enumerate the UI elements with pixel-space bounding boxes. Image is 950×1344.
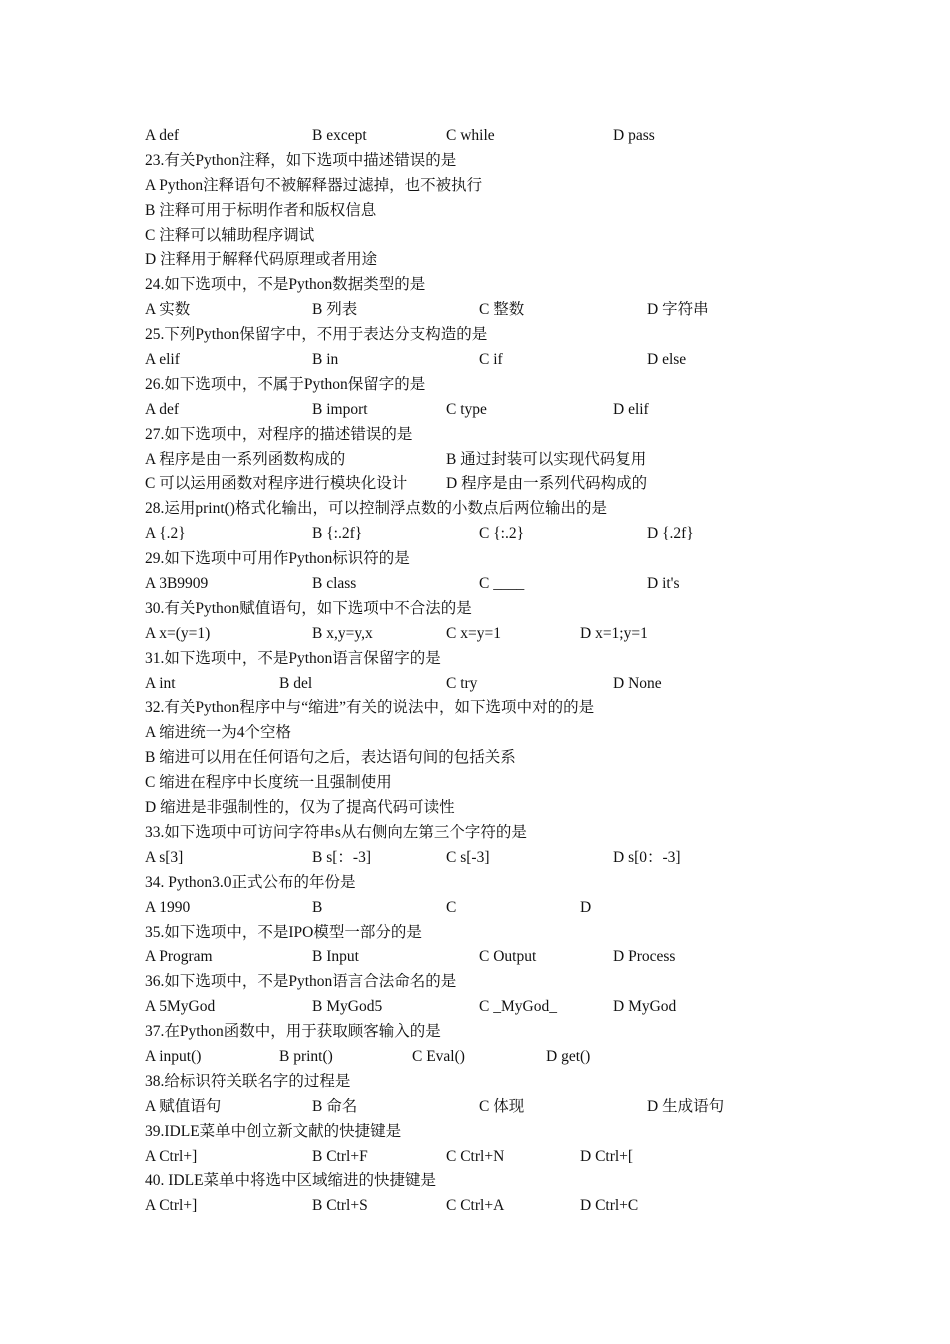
- options-row: [145, 1145, 845, 1170]
- option-item: C ____: [479, 575, 525, 593]
- text-line: 25.下列Python保留字中，不用于表达分支构造的是: [145, 326, 488, 344]
- option-item: A elif: [145, 351, 180, 369]
- text-line: 26.如下选项中，不属于Python保留字的是: [145, 375, 426, 393]
- text-line: 27.如下选项中，对程序的描述错误的是: [145, 425, 413, 443]
- option-item: B in: [312, 351, 339, 369]
- option-item: C type: [446, 400, 487, 418]
- option-item: D it's: [647, 575, 680, 593]
- option-item: B 命名: [312, 1097, 358, 1115]
- option-item: C Ctrl+N: [446, 1147, 505, 1165]
- option-item: A Ctrl+]: [145, 1197, 198, 1215]
- text-line: A Python注释语句不被解释器过滤掉，也不被执行: [145, 176, 483, 194]
- option-item: B class: [312, 575, 357, 593]
- text-line: A 缩进统一为4个空格: [145, 724, 291, 742]
- option-item: C if: [479, 351, 503, 369]
- option-item: D s[0：-3]: [613, 848, 681, 866]
- option-item: B: [312, 898, 323, 916]
- option-item: B print(): [279, 1047, 333, 1065]
- option-item: B except: [312, 127, 367, 144]
- text-line: D 注释用于解释代码原理或者用途: [145, 251, 378, 269]
- options-row: [145, 945, 845, 970]
- options-row: [145, 995, 845, 1020]
- text-line: 30.有关Python赋值语句，如下选项中不合法的是: [145, 599, 472, 617]
- option-item: A 程序是由一系列函数构成的: [145, 450, 346, 468]
- option-item: C 体现: [479, 1097, 525, 1115]
- option-item: C {:.2}: [479, 525, 525, 543]
- option-item: D: [580, 898, 592, 916]
- option-item: C x=y=1: [446, 624, 501, 642]
- options-row: [145, 298, 845, 323]
- options-row: [145, 572, 845, 597]
- text-line: 34. Python3.0正式公布的年份是: [145, 873, 356, 891]
- document-body: [145, 124, 845, 1219]
- option-item: C Ctrl+A: [446, 1197, 505, 1215]
- options-row: [145, 672, 845, 697]
- option-item: A input(): [145, 1047, 202, 1065]
- option-item: A s[3]: [145, 848, 184, 866]
- text-line: 38.给标识符关联名字的过程是: [145, 1072, 351, 1090]
- text-line: 29.如下选项中可用作Python标识符的是: [145, 550, 410, 568]
- option-item: B {:.2f}: [312, 525, 363, 543]
- options-row: [145, 398, 845, 423]
- option-item: A 赋值语句: [145, 1097, 222, 1115]
- text-line: B 缩进可以用在任何语句之后，表达语句间的包括关系: [145, 749, 516, 767]
- option-item: B 列表: [312, 301, 358, 319]
- text-line: 39.IDLE菜单中创立新文献的快捷键是: [145, 1122, 402, 1140]
- options-row: [145, 448, 845, 473]
- option-item: B Ctrl+F: [312, 1147, 368, 1165]
- option-item: A x=(y=1): [145, 624, 211, 642]
- option-item: D None: [613, 674, 662, 692]
- options-row: [145, 124, 845, 149]
- option-item: D get(): [546, 1047, 591, 1065]
- options-row: [145, 846, 845, 871]
- text-line: B 注释可用于标明作者和版权信息: [145, 201, 377, 219]
- option-item: D 生成语句: [647, 1097, 725, 1115]
- options-row: [145, 1095, 845, 1120]
- option-item: D Ctrl+C: [580, 1197, 639, 1215]
- options-row: [145, 522, 845, 547]
- option-item: A {.2}: [145, 525, 186, 543]
- option-item: D Process: [613, 948, 676, 966]
- text-line: 40. IDLE菜单中将选中区域缩进的快捷键是: [145, 1172, 437, 1190]
- option-item: A Ctrl+]: [145, 1147, 198, 1165]
- option-item: D pass: [613, 127, 655, 144]
- option-item: D Ctrl+[: [580, 1147, 634, 1165]
- options-row: [145, 1045, 845, 1070]
- options-row: [145, 896, 845, 921]
- option-item: A Program: [145, 948, 213, 966]
- option-item: B s[：-3]: [312, 848, 371, 866]
- option-item: B del: [279, 674, 313, 692]
- text-line: C 注释可以辅助程序调试: [145, 226, 315, 244]
- option-item: D x=1;y=1: [580, 624, 648, 642]
- option-item: A 5MyGod: [145, 998, 216, 1016]
- option-item: B Ctrl+S: [312, 1197, 368, 1215]
- text-line: 31.如下选项中，不是Python语言保留字的是: [145, 649, 441, 667]
- text-line: 32.有关Python程序中与“缩进”有关的说法中，如下选项中对的的是: [145, 699, 595, 717]
- option-item: D else: [647, 351, 687, 369]
- text-line: 36.如下选项中，不是Python语言合法命名的是: [145, 973, 457, 991]
- option-item: B Input: [312, 948, 359, 966]
- text-line: 28.运用print()格式化输出，可以控制浮点数的小数点后两位输出的是: [145, 500, 607, 518]
- options-row: [145, 348, 845, 373]
- option-item: C 可以运用函数对程序进行模块化设计: [145, 475, 408, 493]
- option-item: D 程序是由一系列代码构成的: [446, 475, 648, 493]
- text-line: D 缩进是非强制性的，仅为了提高代码可读性: [145, 799, 455, 817]
- text-line: 35.如下选项中，不是IPO模型一部分的是: [145, 923, 422, 941]
- option-item: C 整数: [479, 301, 525, 319]
- option-item: D {.2f}: [647, 525, 694, 543]
- option-item: D 字符串: [647, 301, 709, 319]
- option-item: B x,y=y,x: [312, 624, 373, 642]
- option-item: A int: [145, 674, 176, 692]
- option-item: A 3B9909: [145, 575, 209, 593]
- text-line: 24.如下选项中，不是Python数据类型的是: [145, 276, 426, 294]
- option-item: C s[-3]: [446, 848, 490, 866]
- text-line: C 缩进在程序中长度统一且强制使用: [145, 774, 392, 792]
- text-line: 37.在Python函数中，用于获取顾客输入的是: [145, 1023, 441, 1041]
- option-item: B import: [312, 400, 368, 418]
- option-item: D MyGod: [613, 998, 677, 1016]
- option-item: A 实数: [145, 301, 191, 319]
- option-item: C try: [446, 674, 478, 692]
- text-line: 33.如下选项中可访问字符串s从右侧向左第三个字符的是: [145, 823, 527, 841]
- option-item: A 1990: [145, 898, 191, 916]
- option-item: C while: [446, 127, 495, 144]
- text-line: 23.有关Python注释，如下选项中描述错误的是: [145, 151, 457, 169]
- options-row: [145, 622, 845, 647]
- option-item: A def: [145, 127, 180, 144]
- option-item: C: [446, 898, 457, 916]
- option-item: A def: [145, 400, 180, 418]
- option-item: C Eval(): [412, 1047, 465, 1065]
- option-item: B 通过封装可以实现代码复用: [446, 450, 647, 468]
- option-item: C Output: [479, 948, 537, 966]
- options-row: [145, 1194, 845, 1219]
- option-item: D elif: [613, 400, 649, 418]
- option-item: C _MyGod_: [479, 998, 557, 1016]
- option-item: B MyGod5: [312, 998, 383, 1016]
- options-row: [145, 472, 845, 497]
